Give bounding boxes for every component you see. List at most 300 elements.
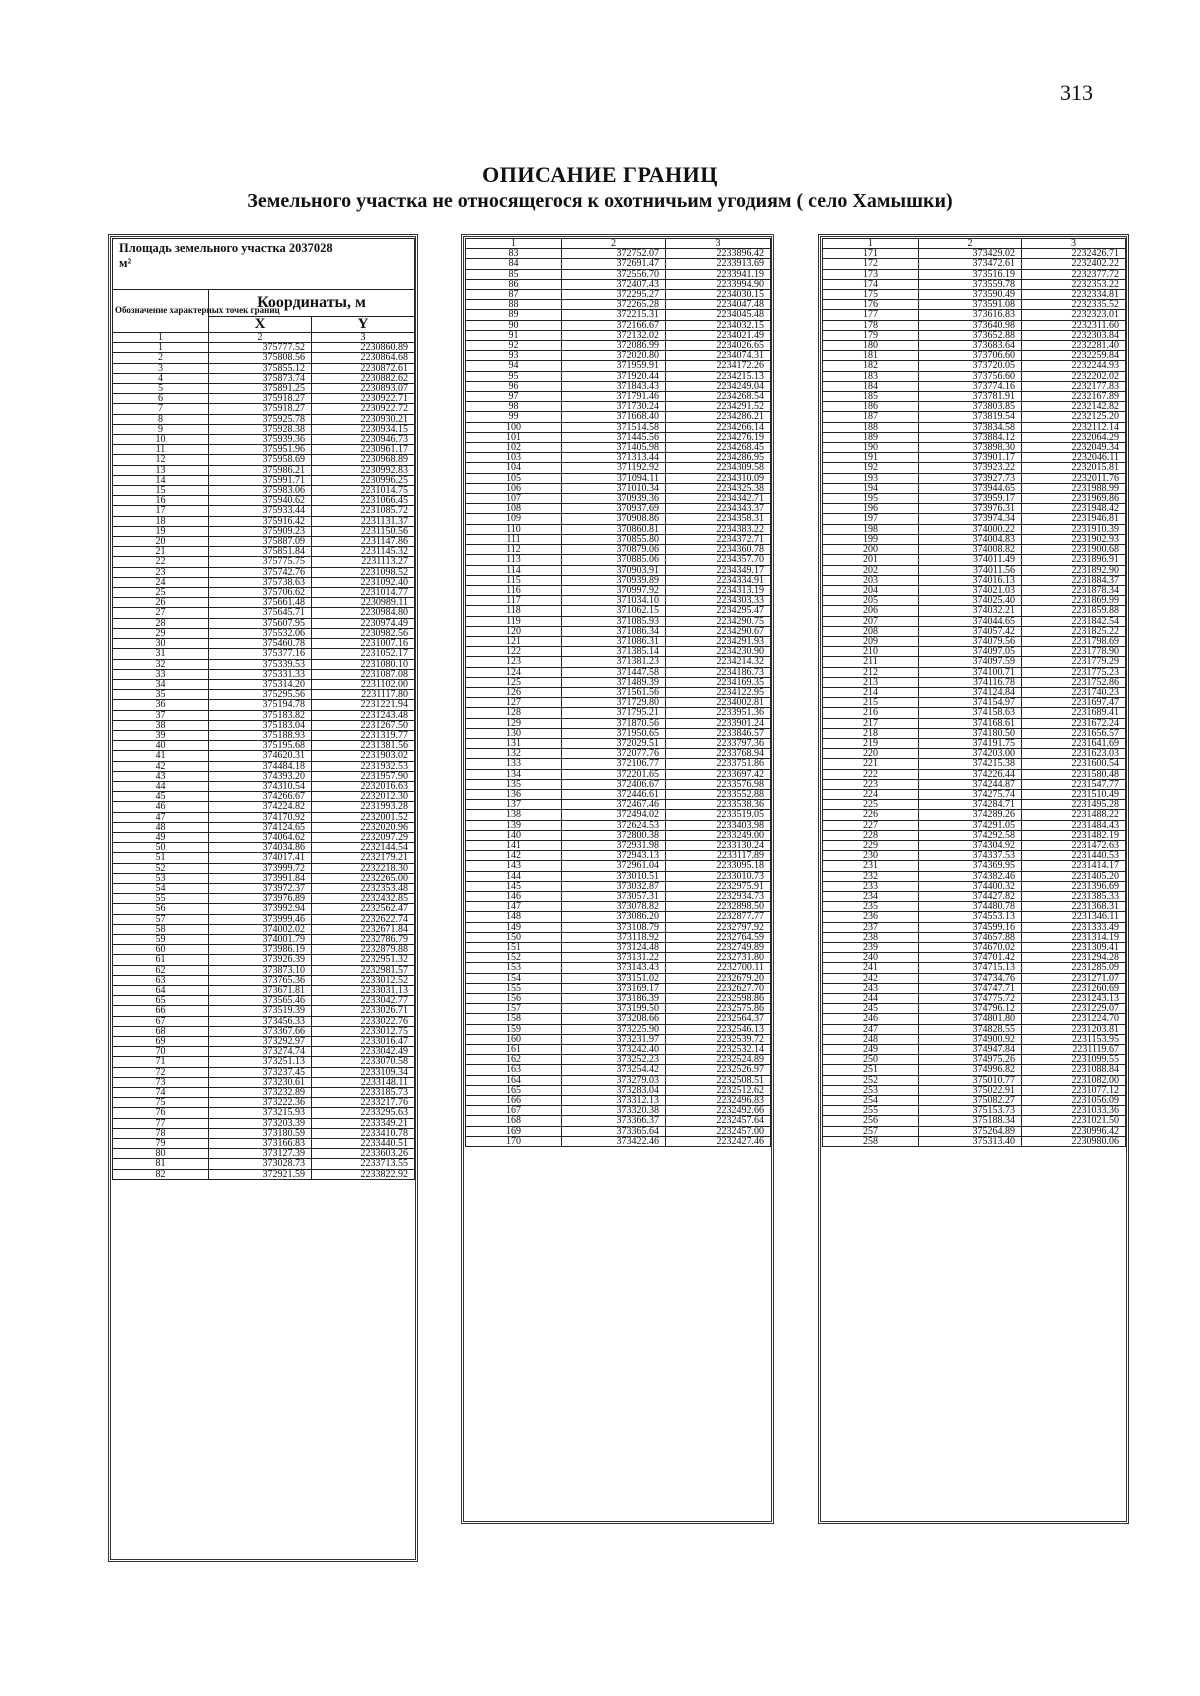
coord-x: 374291.05 (919, 820, 1022, 830)
table-row (823, 606, 1126, 616)
point-number: 244 (823, 994, 919, 1004)
table-row (823, 381, 1126, 391)
coord-x: 374097.05 (919, 647, 1022, 657)
coord-y: 2231902.93 (1022, 534, 1126, 544)
coord-x: 373803.85 (919, 402, 1022, 412)
table-row (823, 687, 1126, 697)
column-number-2: 2 (209, 333, 312, 343)
point-number: 184 (823, 381, 919, 391)
coord-y: 2231825.22 (1022, 626, 1126, 636)
table-row (823, 1075, 1126, 1085)
point-number: 219 (823, 738, 919, 748)
coord-x: 374224.82 (209, 802, 312, 812)
point-number: 214 (823, 687, 919, 697)
point-number: 91 (466, 330, 562, 340)
point-number: 255 (823, 1106, 919, 1116)
point-number: 230 (823, 851, 919, 861)
coord-y: 2231092.40 (312, 577, 415, 587)
coord-y: 2231396.69 (1022, 881, 1126, 891)
table-row (466, 749, 771, 759)
coord-y: 2231150.56 (312, 526, 415, 536)
coord-x: 375916.42 (209, 516, 312, 526)
coord-y: 2231147.86 (312, 537, 415, 547)
coord-y: 2230996.25 (312, 475, 415, 485)
table-row (466, 351, 771, 361)
coord-x: 373472.61 (919, 259, 1022, 269)
table-row (823, 371, 1126, 381)
coord-y: 2231243.13 (1022, 994, 1126, 1004)
coord-x: 374017.41 (209, 853, 312, 863)
point-number: 201 (823, 555, 919, 565)
table-body-3 (823, 239, 1126, 1147)
table-row (823, 738, 1126, 748)
point-number: 251 (823, 1065, 919, 1075)
coord-x: 375891.25 (209, 384, 312, 394)
table-row (823, 769, 1126, 779)
coord-y: 2231285.09 (1022, 963, 1126, 973)
coord-x: 374203.00 (919, 749, 1022, 759)
coord-x: 372166.67 (562, 320, 666, 330)
point-number: 34 (113, 679, 209, 689)
coord-x: 370939.36 (562, 494, 666, 504)
point-number: 108 (466, 504, 562, 514)
point-number: 134 (466, 769, 562, 779)
coord-y: 2232353.22 (1022, 279, 1126, 289)
point-number: 169 (466, 1126, 562, 1136)
table-row (113, 751, 415, 761)
point-number: 196 (823, 504, 919, 514)
point-number: 178 (823, 320, 919, 330)
point-number: 86 (466, 279, 562, 289)
coord-x: 371561.56 (562, 687, 666, 697)
point-number: 182 (823, 361, 919, 371)
table-row (823, 310, 1126, 320)
point-number: 168 (466, 1116, 562, 1126)
coord-x: 371950.65 (562, 728, 666, 738)
document-title: ОПИСАНИЕ ГРАНИЦ (482, 162, 718, 187)
coord-x: 371514.58 (562, 422, 666, 432)
coord-x: 373901.17 (919, 453, 1022, 463)
coord-y: 2234268.45 (666, 443, 771, 453)
point-number: 257 (823, 1126, 919, 1136)
coord-x: 371385.14 (562, 647, 666, 657)
point-number: 238 (823, 932, 919, 942)
coord-y: 2231869.99 (1022, 596, 1126, 606)
coord-x: 373765.36 (209, 975, 312, 985)
coord-y: 2233349.21 (312, 1118, 415, 1128)
coord-x: 374001.79 (209, 934, 312, 944)
table-row (113, 435, 415, 445)
coord-x: 375918.27 (209, 404, 312, 414)
coord-x: 372921.59 (209, 1169, 312, 1179)
coord-y: 2231319.77 (312, 730, 415, 740)
coord-y: 2234357.70 (666, 555, 771, 565)
point-number: 62 (113, 965, 209, 975)
table-row (823, 432, 1126, 442)
table-row (466, 534, 771, 544)
table-row (113, 639, 415, 649)
table-row (823, 616, 1126, 626)
table-row (113, 1169, 415, 1179)
point-number: 146 (466, 892, 562, 902)
coord-y: 2231656.57 (1022, 728, 1126, 738)
coord-y: 2231779.29 (1022, 657, 1126, 667)
table-row (466, 443, 771, 453)
coord-y: 2231098.52 (312, 567, 415, 577)
table-row (113, 526, 415, 536)
coord-y: 2230893.07 (312, 384, 415, 394)
point-number: 94 (466, 361, 562, 371)
coord-y: 2231088.84 (1022, 1065, 1126, 1075)
coord-y: 2232377.72 (1022, 269, 1126, 279)
coord-x: 373222.36 (209, 1098, 312, 1108)
table-row (113, 792, 415, 802)
coord-y: 2232457.64 (666, 1116, 771, 1126)
coord-x: 371959.91 (562, 361, 666, 371)
coord-x: 375195.68 (209, 741, 312, 751)
coord-y: 2234122.95 (666, 687, 771, 697)
coord-y: 2234286.21 (666, 412, 771, 422)
coord-y: 2232539.72 (666, 1034, 771, 1044)
table-row (466, 728, 771, 738)
point-number: 144 (466, 871, 562, 881)
coord-x: 374002.02 (209, 924, 312, 934)
point-number: 98 (466, 402, 562, 412)
coord-y: 2232335.52 (1022, 300, 1126, 310)
coord-y: 2231346.11 (1022, 912, 1126, 922)
coord-y: 2233519.05 (666, 810, 771, 820)
coord-y: 2231052.17 (312, 649, 415, 659)
point-number: 218 (823, 728, 919, 738)
coord-y: 2233603.26 (312, 1149, 415, 1159)
table-row (113, 904, 415, 914)
coord-y: 2232512.62 (666, 1085, 771, 1095)
coord-x: 373199.50 (562, 1004, 666, 1014)
point-number: 191 (823, 453, 919, 463)
coord-y: 2233042.77 (312, 996, 415, 1006)
point-number: 154 (466, 973, 562, 983)
coord-x: 373242.40 (562, 1045, 666, 1055)
point-number: 80 (113, 1149, 209, 1159)
coord-x: 375940.62 (209, 496, 312, 506)
table-row (823, 534, 1126, 544)
table-row (466, 789, 771, 799)
coord-x: 374124.65 (209, 822, 312, 832)
point-number: 206 (823, 606, 919, 616)
point-number: 7 (113, 404, 209, 414)
point-number: 2 (113, 353, 209, 363)
coord-y: 2234290.75 (666, 616, 771, 626)
point-number: 18 (113, 516, 209, 526)
coord-x: 375082.27 (919, 1096, 1022, 1106)
coord-y: 2231221.94 (312, 700, 415, 710)
coord-y: 2232020.96 (312, 822, 415, 832)
table-row (466, 320, 771, 330)
point-number: 32 (113, 659, 209, 669)
coord-y: 2233576.98 (666, 779, 771, 789)
coord-y: 2234030.15 (666, 290, 771, 300)
column-number-1: 1 (113, 333, 209, 343)
coord-x: 372691.47 (562, 259, 666, 269)
coord-y: 2234002.81 (666, 698, 771, 708)
coord-y: 2230922.72 (312, 404, 415, 414)
table-row (823, 892, 1126, 902)
coord-y: 2232202.02 (1022, 371, 1126, 381)
point-number: 172 (823, 259, 919, 269)
coord-x: 371447.58 (562, 667, 666, 677)
table-row (823, 698, 1126, 708)
table-row (466, 973, 771, 983)
table-row (466, 626, 771, 636)
table-row (466, 585, 771, 595)
coord-x: 372800.38 (562, 830, 666, 840)
table-row (113, 363, 415, 373)
coord-y: 2232627.70 (666, 983, 771, 993)
coord-y: 2232323.01 (1022, 310, 1126, 320)
coord-y: 2232679.20 (666, 973, 771, 983)
table-row (466, 290, 771, 300)
coordinates-table-2 (465, 238, 771, 1147)
point-number: 27 (113, 608, 209, 618)
coord-y: 2233846.57 (666, 728, 771, 738)
table-row (823, 922, 1126, 932)
coord-y: 2232564.37 (666, 1014, 771, 1024)
coord-y: 2234310.09 (666, 473, 771, 483)
point-number: 161 (466, 1045, 562, 1055)
coord-x: 373203.39 (209, 1118, 312, 1128)
table-row (113, 404, 415, 414)
coord-y: 2234372.71 (666, 534, 771, 544)
coord-x: 373590.49 (919, 290, 1022, 300)
point-number: 153 (466, 963, 562, 973)
area-unit: м² (119, 256, 132, 270)
point-number: 252 (823, 1075, 919, 1085)
coord-x: 373519.39 (209, 1006, 312, 1016)
table-row (466, 1004, 771, 1014)
coord-y: 2232012.30 (312, 792, 415, 802)
point-number: 242 (823, 973, 919, 983)
point-number: 247 (823, 1024, 919, 1034)
point-number: 176 (823, 300, 919, 310)
coord-y: 2232046.11 (1022, 453, 1126, 463)
point-number: 50 (113, 843, 209, 853)
coord-y: 2233042.49 (312, 1047, 415, 1057)
coord-x: 373169.17 (562, 983, 666, 993)
table-row (466, 310, 771, 320)
point-number: 9 (113, 424, 209, 434)
point-number: 217 (823, 718, 919, 728)
coord-y: 2234047.48 (666, 300, 771, 310)
point-number: 15 (113, 486, 209, 496)
coord-x: 371489.39 (562, 677, 666, 687)
coord-y: 2232496.83 (666, 1096, 771, 1106)
coord-x: 373232.89 (209, 1088, 312, 1098)
point-number: 190 (823, 443, 919, 453)
coord-x: 374004.83 (919, 534, 1022, 544)
coord-y: 2233012.75 (312, 1026, 415, 1036)
coord-y: 2232877.77 (666, 912, 771, 922)
point-number: 30 (113, 639, 209, 649)
table-row (113, 414, 415, 424)
coord-x: 370903.91 (562, 565, 666, 575)
coord-x: 375010.77 (919, 1075, 1022, 1085)
coord-y: 2233022.76 (312, 1016, 415, 1026)
coord-x: 374284.71 (919, 800, 1022, 810)
coord-x: 375661.48 (209, 598, 312, 608)
coord-y: 2233941.19 (666, 269, 771, 279)
coord-y: 2234291.93 (666, 636, 771, 646)
coord-x: 374191.75 (919, 738, 1022, 748)
coord-x: 370937.69 (562, 504, 666, 514)
coord-x: 373652.88 (919, 330, 1022, 340)
coord-x: 374484.18 (209, 761, 312, 771)
table-row (823, 596, 1126, 606)
point-number: 213 (823, 677, 919, 687)
coord-y: 2232311.60 (1022, 320, 1126, 330)
coord-x: 373976.31 (919, 504, 1022, 514)
coord-y: 2231309.41 (1022, 943, 1126, 953)
point-number: 127 (466, 698, 562, 708)
coord-y: 2231472.63 (1022, 840, 1126, 850)
point-number: 26 (113, 598, 209, 608)
coord-x: 375460.78 (209, 639, 312, 649)
table-row (823, 718, 1126, 728)
table-row (466, 718, 771, 728)
table-row (466, 341, 771, 351)
point-number: 76 (113, 1108, 209, 1118)
table-row (823, 1085, 1126, 1095)
coord-y: 2233697.42 (666, 769, 771, 779)
coord-y: 2230961.17 (312, 445, 415, 455)
table-row (823, 463, 1126, 473)
coord-y: 2234268.54 (666, 392, 771, 402)
coord-y: 2231903.02 (312, 751, 415, 761)
point-number: 246 (823, 1014, 919, 1024)
coord-y: 2232281.40 (1022, 341, 1126, 351)
point-number: 117 (466, 596, 562, 606)
coord-y: 2232575.86 (666, 1004, 771, 1014)
table-row (823, 647, 1126, 657)
point-number: 4 (113, 373, 209, 383)
point-number: 150 (466, 932, 562, 942)
coord-x: 371085.93 (562, 616, 666, 626)
table-row (823, 1004, 1126, 1014)
coord-x: 371086.31 (562, 636, 666, 646)
table-row (466, 922, 771, 932)
coord-x: 373215.93 (209, 1108, 312, 1118)
point-number: 233 (823, 881, 919, 891)
coord-y: 2233117.89 (666, 851, 771, 861)
coord-x: 373143.43 (562, 963, 666, 973)
table-row (113, 1139, 415, 1149)
point-number: 119 (466, 616, 562, 626)
coord-x: 374215.38 (919, 759, 1022, 769)
coord-x: 375909.23 (209, 526, 312, 536)
point-number: 109 (466, 514, 562, 524)
coord-x: 374382.46 (919, 871, 1022, 881)
coord-y: 2232671.84 (312, 924, 415, 934)
coord-y: 2232622.74 (312, 914, 415, 924)
table-row (823, 749, 1126, 759)
column-number-1: 1 (823, 239, 919, 249)
coord-y: 2232177.83 (1022, 381, 1126, 391)
coord-x: 372201.65 (562, 769, 666, 779)
coord-x: 371843.43 (562, 381, 666, 391)
point-number: 241 (823, 963, 919, 973)
point-number: 239 (823, 943, 919, 953)
coord-y: 2232064.29 (1022, 432, 1126, 442)
coord-y: 2234230.90 (666, 647, 771, 657)
coord-y: 2231993.28 (312, 802, 415, 812)
coord-y: 2234290.67 (666, 626, 771, 636)
point-number: 209 (823, 636, 919, 646)
coord-y: 2231910.39 (1022, 524, 1126, 534)
point-number: 107 (466, 494, 562, 504)
point-number: 231 (823, 861, 919, 871)
point-number: 211 (823, 657, 919, 667)
point-number: 58 (113, 924, 209, 934)
coord-x: 375918.27 (209, 394, 312, 404)
table-row (823, 565, 1126, 575)
coord-y: 2230968.89 (312, 455, 415, 465)
coord-y: 2234045.48 (666, 310, 771, 320)
point-number: 208 (823, 626, 919, 636)
coord-y: 2230922.71 (312, 394, 415, 404)
table-row (823, 320, 1126, 330)
coord-x: 373230.61 (209, 1077, 312, 1087)
coord-x: 374064.62 (209, 832, 312, 842)
point-number: 158 (466, 1014, 562, 1024)
coord-y: 2232749.89 (666, 943, 771, 953)
coord-y: 2231033.36 (1022, 1106, 1126, 1116)
coord-y: 2232975.91 (666, 881, 771, 891)
table-row (466, 1024, 771, 1034)
coord-x: 373320.38 (562, 1106, 666, 1116)
coord-y: 2230982.56 (312, 628, 415, 638)
coord-y: 2234215.13 (666, 371, 771, 381)
coord-y: 2231775.23 (1022, 667, 1126, 677)
table-row (823, 1045, 1126, 1055)
coord-x: 372077.76 (562, 749, 666, 759)
coord-y: 2231243.48 (312, 710, 415, 720)
table-row (466, 494, 771, 504)
coord-y: 2230992.83 (312, 465, 415, 475)
point-number: 226 (823, 810, 919, 820)
coord-x: 375532.06 (209, 628, 312, 638)
coord-y: 2231405.20 (1022, 871, 1126, 881)
point-number: 124 (466, 667, 562, 677)
coord-x: 372020.80 (562, 351, 666, 361)
coord-x: 370997.92 (562, 585, 666, 595)
table-row (466, 820, 771, 830)
coord-y: 2231082.00 (1022, 1075, 1126, 1085)
table-row (113, 455, 415, 465)
coord-x: 373898.30 (919, 443, 1022, 453)
coord-x: 371445.56 (562, 432, 666, 442)
coord-y: 2231672.24 (1022, 718, 1126, 728)
table-row (113, 975, 415, 985)
point-number: 77 (113, 1118, 209, 1128)
table-row (466, 1116, 771, 1126)
point-number: 162 (466, 1055, 562, 1065)
point-number: 185 (823, 392, 919, 402)
coord-x: 375295.56 (209, 690, 312, 700)
table-row (466, 432, 771, 442)
point-number: 249 (823, 1045, 919, 1055)
table-row (466, 402, 771, 412)
coord-x: 373992.94 (209, 904, 312, 914)
coord-y: 2231641.69 (1022, 738, 1126, 748)
